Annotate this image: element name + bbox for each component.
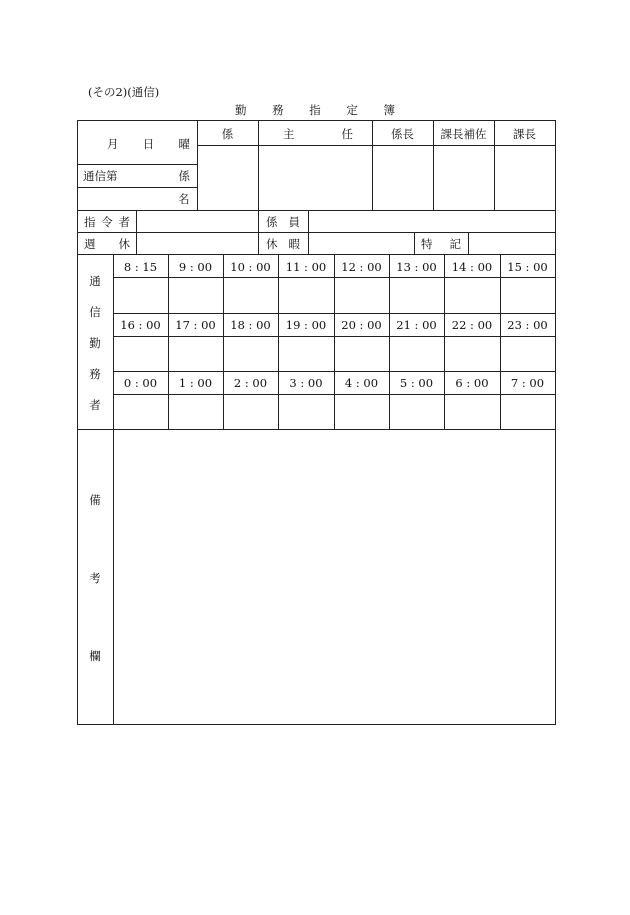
stamp-box-kakari[interactable] xyxy=(198,146,258,210)
leave-field[interactable] xyxy=(309,233,414,254)
time-slot-label: 23 : 00 xyxy=(507,318,548,332)
time-slot-label: 11 : 00 xyxy=(285,260,327,274)
time-slot-label: 17 : 00 xyxy=(175,318,216,332)
assigner-field[interactable] xyxy=(137,211,258,232)
time-slot-label: 10 : 00 xyxy=(230,260,271,274)
time-slot-label: 16 : 00 xyxy=(120,318,161,332)
role-kakari: 係 xyxy=(221,127,234,141)
time-slot-label: 15 : 00 xyxy=(507,260,548,274)
weekly-rest-field[interactable] xyxy=(137,233,258,254)
stamp-box-kacho[interactable] xyxy=(495,146,555,210)
stamp-box-shunin[interactable] xyxy=(259,146,372,210)
time-slot-label: 21 : 00 xyxy=(396,318,437,332)
time-slot-label: 12 : 00 xyxy=(341,260,382,274)
time-slot-label: 13 : 00 xyxy=(396,260,437,274)
role-kacho-hosa: 課長補佐 xyxy=(440,127,487,141)
role-shunin: 主 任 xyxy=(283,127,353,141)
time-slot-label: 19 : 00 xyxy=(285,318,327,332)
time-slot-label: 14 : 00 xyxy=(451,260,493,274)
time-slot-label: 0 : 00 xyxy=(123,376,158,390)
remarks-label: 備 考 欄 xyxy=(89,493,101,663)
form-subtitle: (その2)(通信) xyxy=(88,85,160,99)
time-slot-label: 18 : 00 xyxy=(230,318,271,332)
name-label: 名 xyxy=(178,192,190,206)
role-kakaricho: 係長 xyxy=(391,127,414,141)
role-kacho: 課長 xyxy=(513,127,536,141)
stamp-box-kacho-hosa[interactable] xyxy=(434,146,494,210)
time-slot-label: 9 : 00 xyxy=(178,260,213,274)
time-slot-label: 8 : 15 xyxy=(123,260,158,274)
time-slot-label: 20 : 00 xyxy=(341,318,382,332)
form-title: 勤 務 指 定 簿 xyxy=(235,103,395,117)
staff-label: 係 員 xyxy=(266,215,300,229)
special-notes-label: 特 記 xyxy=(421,237,461,251)
time-slot-label: 2 : 00 xyxy=(233,376,268,390)
time-slot-label: 4 : 00 xyxy=(344,376,379,390)
communication-staff-label: 通 信 勤 務 者 xyxy=(89,274,101,412)
time-slot-label: 1 : 00 xyxy=(178,376,213,390)
remarks-field[interactable] xyxy=(114,430,555,724)
date-weekday-label: 月 日 曜 xyxy=(107,137,190,151)
time-slot-label: 6 : 00 xyxy=(455,376,489,390)
special-notes-field[interactable] xyxy=(469,233,555,254)
time-slot-label: 5 : 00 xyxy=(399,376,434,390)
leave-label: 休 暇 xyxy=(266,237,300,251)
assigner-label: 指 令 者 xyxy=(84,215,130,229)
weekly-rest-label: 週 休 xyxy=(84,237,130,251)
stamp-box-kakaricho[interactable] xyxy=(373,146,433,210)
staff-field[interactable] xyxy=(309,211,555,232)
time-slot-label: 7 : 00 xyxy=(510,376,545,390)
time-slot-label: 22 : 00 xyxy=(451,318,493,332)
time-slot-label: 3 : 00 xyxy=(289,376,323,390)
section-label: 通信第 係 xyxy=(83,169,190,183)
